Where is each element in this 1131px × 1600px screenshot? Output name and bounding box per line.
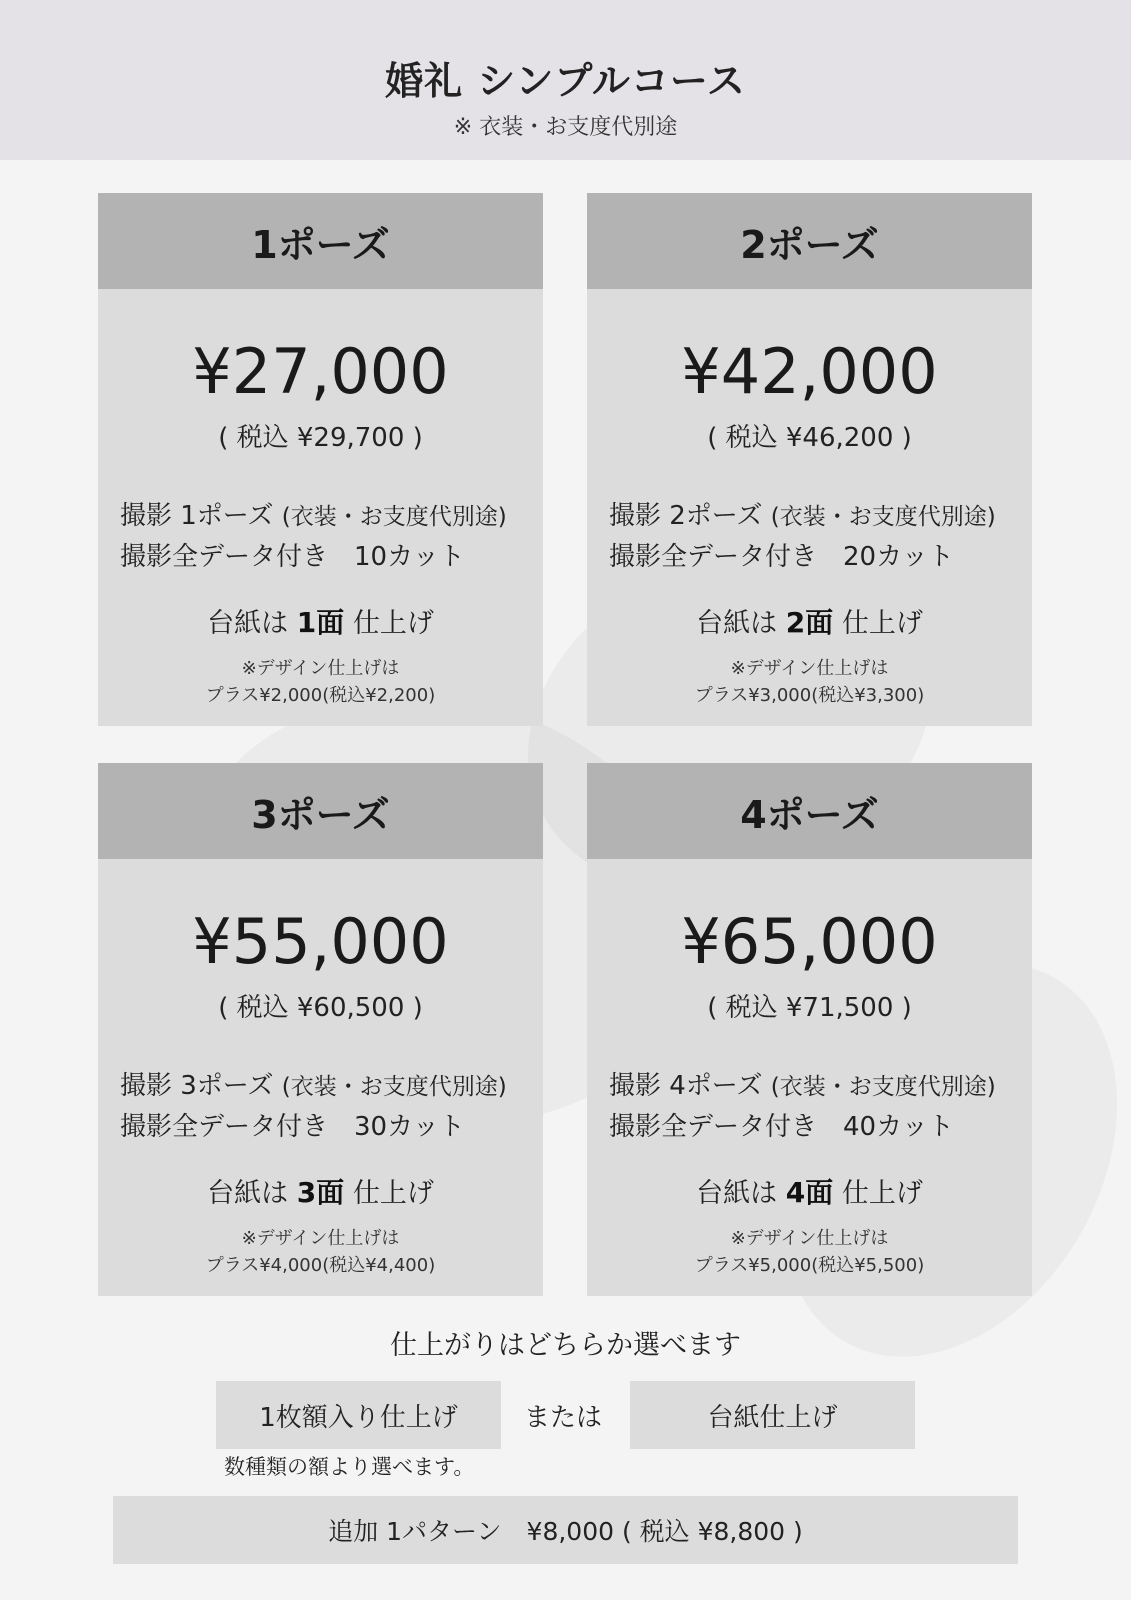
plan-card-2-pose [587, 193, 1032, 726]
plan-mount-line [98, 1171, 543, 1211]
plan-card-4-pose [587, 763, 1032, 1296]
mount-suffix: 仕上げ [841, 608, 923, 639]
mount-count: 1面 [296, 606, 345, 639]
plan-shoot-line: 撮影 1ポーズ [120, 501, 274, 531]
mount-prefix: 台紙は [207, 1178, 289, 1209]
plan-shoot-note: (衣装・お支度代別途) [770, 1074, 996, 1100]
mount-prefix: 台紙は [207, 608, 289, 639]
mount-prefix: 台紙は [696, 608, 778, 639]
page-title: 婚礼 シンプルコース [385, 59, 746, 103]
mount-suffix: 仕上げ [352, 1178, 434, 1209]
plan-shoot-line: 撮影 3ポーズ [120, 1071, 274, 1101]
design-note-line-2: プラス¥5,000(税込¥5,500) [694, 1255, 925, 1276]
design-note-line-1: ※デザイン仕上げは [730, 1228, 889, 1249]
mount-suffix: 仕上げ [841, 1178, 923, 1209]
plan-card-header: 3ポーズ [98, 763, 543, 859]
plan-price-tax-included: ( 税込 ¥71,500 ) [707, 993, 912, 1023]
plan-price-tax-included: ( 税込 ¥60,500 ) [218, 993, 423, 1023]
plan-design-note [587, 1225, 1032, 1279]
finish-option-frame: 1枚額入り仕上げ [216, 1381, 501, 1449]
plan-price: ¥27,000 [192, 335, 449, 408]
plan-data-line: 撮影全データ付き 40カット [609, 1112, 954, 1142]
mount-count: 2面 [785, 606, 834, 639]
plan-design-note [587, 655, 1032, 709]
plan-card-3-pose [98, 763, 543, 1296]
plan-shoot-line: 撮影 2ポーズ [609, 501, 763, 531]
plan-card-header: 1ポーズ [98, 193, 543, 289]
design-note-line-2: プラス¥4,000(税込¥4,400) [205, 1255, 436, 1276]
mount-count: 4面 [785, 1176, 834, 1209]
plan-shoot-note: (衣装・お支度代別途) [281, 504, 507, 530]
design-note-line-1: ※デザイン仕上げは [241, 658, 400, 679]
page-subtitle: ※ 衣装・お支度代別途 [453, 115, 678, 140]
plan-card-1-pose [98, 193, 543, 726]
design-note-line-2: プラス¥2,000(税込¥2,200) [205, 685, 436, 706]
plan-data-line: 撮影全データ付き 20カット [609, 542, 954, 572]
plan-mount-line [587, 601, 1032, 641]
plan-price-tax-included: ( 税込 ¥29,700 ) [218, 423, 423, 453]
design-note-line-2: プラス¥3,000(税込¥3,300) [694, 685, 925, 706]
plan-design-note [98, 655, 543, 709]
plan-price: ¥65,000 [681, 905, 938, 978]
page-header [0, 0, 1131, 160]
plan-shoot-note: (衣装・お支度代別途) [770, 504, 996, 530]
extra-pattern-price: 追加 1パターン ¥8,000 ( 税込 ¥8,800 ) [113, 1496, 1018, 1564]
plan-data-line: 撮影全データ付き 10カット [120, 542, 465, 572]
finish-heading: 仕上がりはどちらか選べます [390, 1330, 741, 1361]
plan-card-header: 2ポーズ [587, 193, 1032, 289]
mount-count: 3面 [296, 1176, 345, 1209]
plan-data-line: 撮影全データ付き 30カット [120, 1112, 465, 1142]
plan-price: ¥55,000 [192, 905, 449, 978]
finish-or-label: または [524, 1403, 603, 1433]
plan-shoot-line: 撮影 4ポーズ [609, 1071, 763, 1101]
plan-shoot-note: (衣装・お支度代別途) [281, 1074, 507, 1100]
design-note-line-1: ※デザイン仕上げは [730, 658, 889, 679]
plan-mount-line [587, 1171, 1032, 1211]
design-note-line-1: ※デザイン仕上げは [241, 1228, 400, 1249]
finish-option-mount: 台紙仕上げ [630, 1381, 915, 1449]
plan-card-header: 4ポーズ [587, 763, 1032, 859]
plan-design-note [98, 1225, 543, 1279]
mount-suffix: 仕上げ [352, 608, 434, 639]
plan-description [609, 496, 1032, 577]
mount-prefix: 台紙は [696, 1178, 778, 1209]
frame-option-note: 数種類の額より選べます。 [224, 1455, 475, 1479]
plan-description [609, 1066, 1032, 1147]
plan-mount-line [98, 601, 543, 641]
plan-price: ¥42,000 [681, 335, 938, 408]
plan-price-tax-included: ( 税込 ¥46,200 ) [707, 423, 912, 453]
plan-description [120, 496, 543, 577]
plan-description [120, 1066, 543, 1147]
